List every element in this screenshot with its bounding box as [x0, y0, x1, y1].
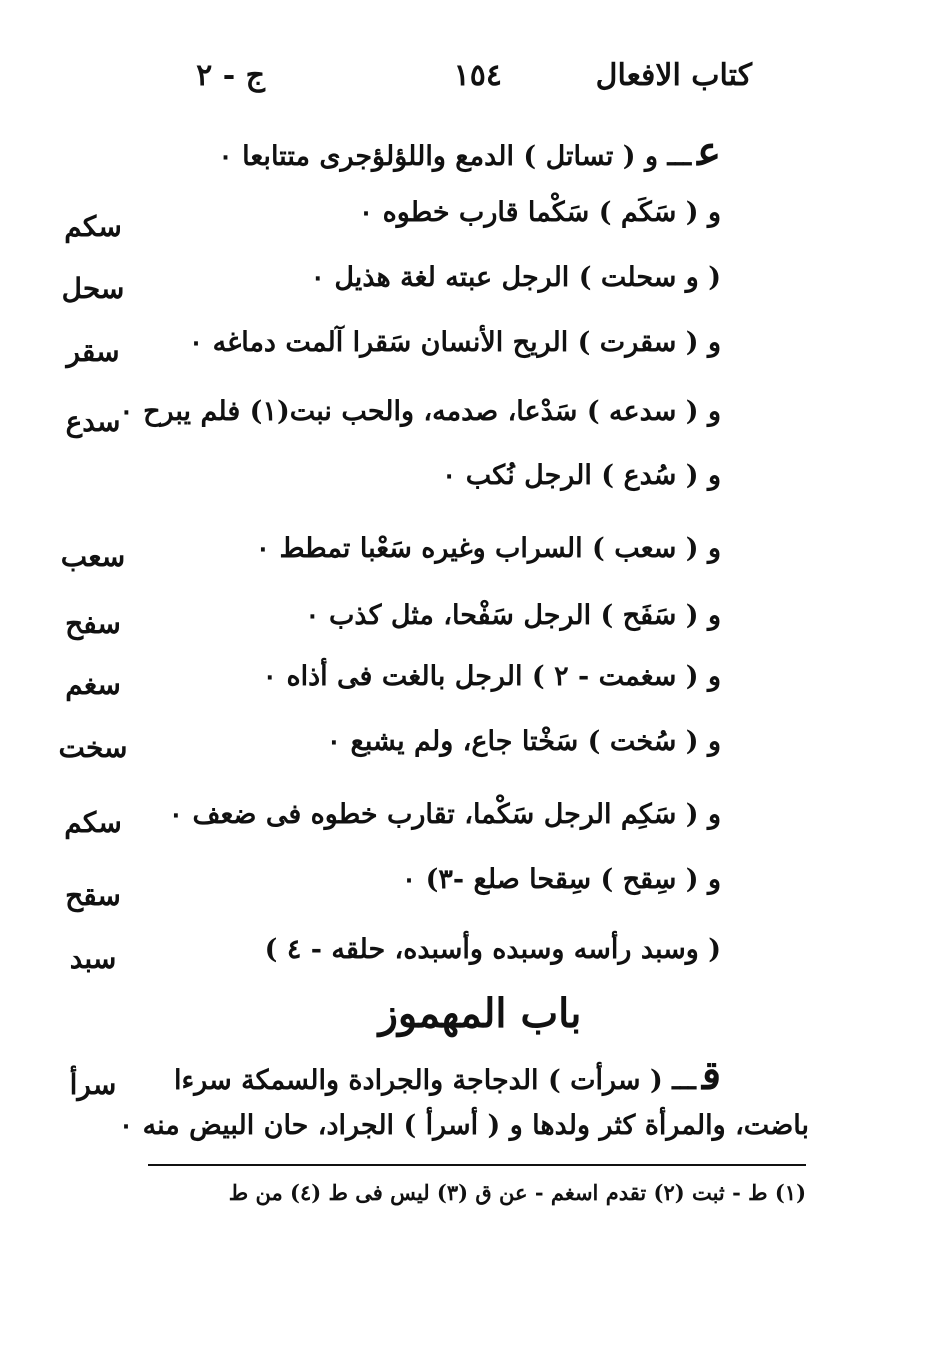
- text-line: [256, 533, 721, 564]
- line-text: و ( سِقح ) سِقحا صلع -٣) ٠: [401, 864, 721, 895]
- text-line: [218, 128, 721, 175]
- line-text: و ( سَفَح ) الرجل سَفْحا، مثل كذب ٠: [305, 600, 721, 631]
- margin-root: سدع: [65, 405, 121, 438]
- section-letter: ق: [701, 1052, 721, 1099]
- line-text: و ( سَكَم ) سَكْما قارب خطوه ٠: [358, 197, 721, 228]
- margin-root: سكم: [64, 210, 122, 243]
- line-text: و ( سُدع ) الرجل نُكب ٠: [441, 460, 721, 491]
- line-text: ـــ ( سرأت ) الدجاجة والجرادة والسمكة سرءا: [174, 1065, 696, 1096]
- text-line: [265, 934, 721, 965]
- margin-root: سخت: [58, 731, 128, 764]
- text-line: [263, 661, 721, 692]
- text-line: [442, 460, 721, 491]
- page-number: ١٥٤: [453, 58, 502, 93]
- footnote-rule: [148, 1164, 806, 1166]
- margin-root: سفح: [65, 607, 121, 640]
- text-line: [169, 799, 721, 830]
- margin-root: سقر: [66, 335, 120, 368]
- line-text: ـــ و ( تساتل ) الدمع واللؤلؤجرى متتابعا ٠: [218, 141, 692, 172]
- text-line: [174, 1052, 721, 1099]
- line-text: و ( سقرت ) الريح الأنسان سَقرا آلمت دماغه ٠: [188, 327, 721, 358]
- line-text: و ( سدعه ) سَدْعا، صدمه، والحب نبت(١) فلم يبرح ٠: [119, 396, 721, 427]
- page-header: [150, 58, 770, 108]
- text-line: [402, 864, 721, 895]
- text-line: [119, 396, 721, 427]
- margin-root: سكم: [64, 806, 122, 839]
- section-heading: باب المهموز: [378, 990, 582, 1037]
- margin-root: سعب: [60, 540, 126, 573]
- book-title: كتاب الافعال: [595, 58, 752, 93]
- margin-root: سغم: [65, 668, 121, 701]
- line-text: و ( سَكِم الرجل سَكْما، تقارب خطوه فى ضعف ٠: [168, 799, 721, 830]
- line-text: و ( سُخت ) سَخْتا جاع، ولم يشبع ٠: [326, 726, 721, 757]
- section-letter: ع: [697, 128, 721, 175]
- margin-root: سرأ: [69, 1068, 117, 1101]
- margin-root: سحل: [61, 272, 125, 305]
- line-text: و ( سعب ) السراب وغيره سَعْبا تمطط ٠: [255, 533, 721, 564]
- text-line: [119, 1110, 809, 1141]
- text-line: [189, 327, 721, 358]
- volume-label: ج - ٢: [196, 58, 265, 93]
- text-line: [327, 726, 721, 757]
- line-text: ( وسبد رأسه وسبده وأسبده، حلقه - ٤ ): [264, 934, 721, 965]
- text-line: [310, 262, 721, 293]
- line-text: باضت، والمرأة كثر ولدها و ( أسرأ ) الجراد، حان البيض منه ٠: [118, 1110, 809, 1141]
- text-line: [359, 197, 721, 228]
- line-text: و ( سغمت - ٢ ) الرجل بالغت فى أذاه ٠: [262, 661, 721, 692]
- margin-root: سقح: [65, 879, 121, 912]
- margin-root: سبد: [69, 942, 117, 975]
- line-text: ( و سحلت ) الرجل عبته لغة هذيل ٠: [310, 262, 721, 293]
- text-line: [305, 600, 721, 631]
- footnote: (١) ط - ثبت (٢) تقدم اسغم - عن ق (٣) ليس فى ط (٤) من ط: [228, 1180, 806, 1205]
